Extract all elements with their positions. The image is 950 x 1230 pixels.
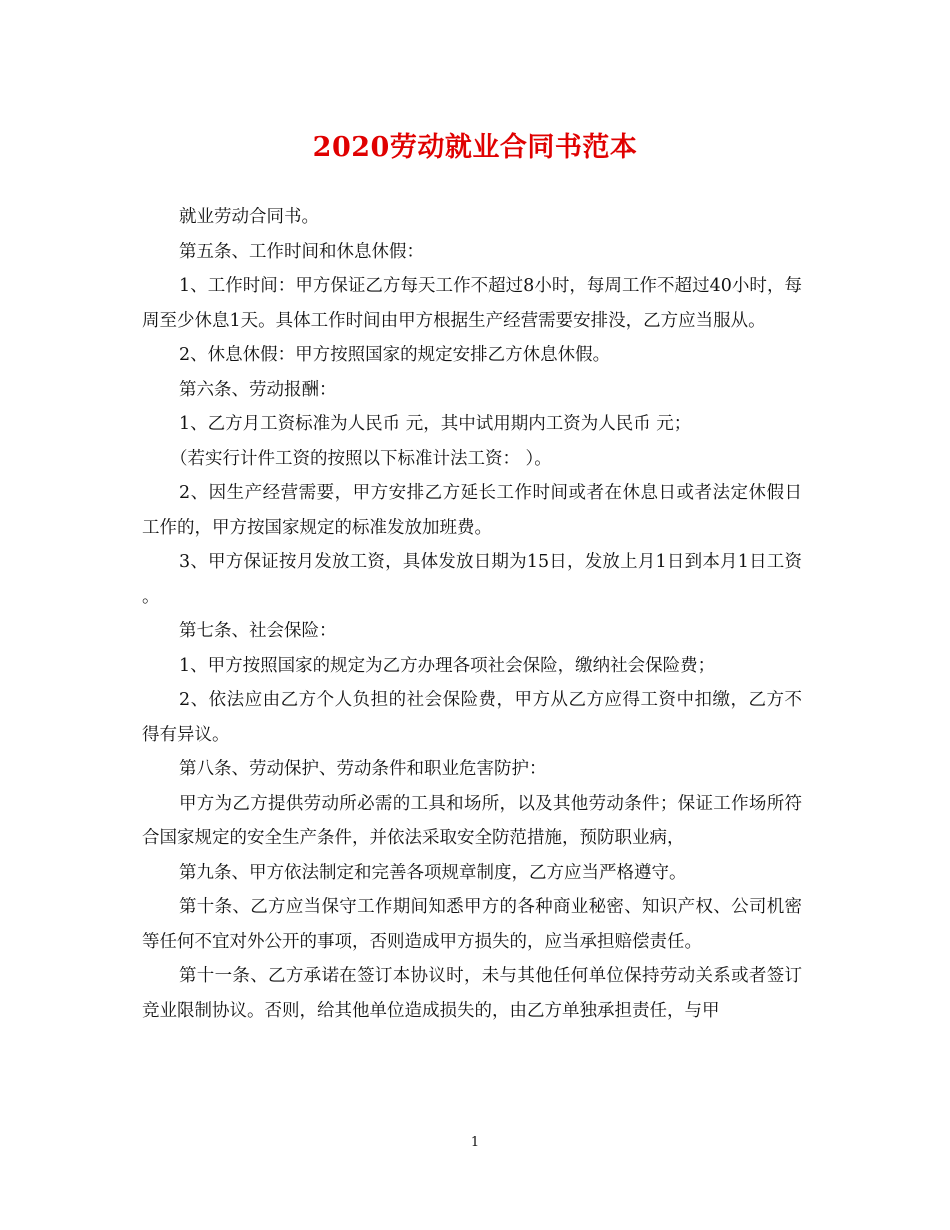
paragraph: 2、因生产经营需要，甲方安排乙方延长工作时间或者在休息日或者法定休假日工作的，甲方按国家规定的标准发放加班费。 xyxy=(142,483,802,538)
paragraph: 1、乙方月工资标准为人民币 元，其中试用期内工资为人民币 元； xyxy=(179,414,692,434)
paragraph: 1、甲方按照国家的规定为乙方办理各项社会保险，缴纳社会保险费； xyxy=(179,655,716,676)
paragraph: 2、休息休假：甲方按照国家的规定安排乙方休息休假。 xyxy=(179,345,611,365)
page-number: 1 xyxy=(470,1135,480,1150)
paragraph: 第五条、工作时间和休息休假： xyxy=(179,241,424,262)
paragraph: 第六条、劳动报酬： xyxy=(179,379,337,400)
document-body xyxy=(142,200,802,1028)
paragraph: 第十一条、乙方承诺在签订本协议时，未与其他任何单位保持劳动关系或者签订竞业限制协议。否则，给其他单位造成损失的，由乙方单独承担责任，与甲 xyxy=(142,966,802,1021)
paragraph: （若实行计件工资的按照以下标准计法工资： ）。 xyxy=(170,448,552,469)
paragraph: 第八条、劳动保护、劳动条件和职业危害防护： xyxy=(179,759,547,779)
paragraph: 第七条、社会保险： xyxy=(179,621,337,641)
paragraph: 1、工作时间：甲方保证乙方每天工作不超过8小时，每周工作不超过40小时，每周至少休息1天。具体工作时间由甲方根据生产经营需要安排没，乙方应当服从。 xyxy=(142,276,802,331)
paragraph: 第十条、乙方应当保守工作期间知悉甲方的各种商业秘密、知识产权、公司机密等任何不宜对外公开的事项，否则造成甲方损失的，应当承担赔偿责任。 xyxy=(142,897,802,952)
document-title: 2020劳动就业合同书范本 xyxy=(312,132,638,163)
paragraph: 3、甲方保证按月发放工资，具体发放日期为15日，发放上月1日到本月1日工资 。 xyxy=(142,552,802,607)
paragraph: 就业劳动合同书。 xyxy=(179,207,319,227)
paragraph: 甲方为乙方提供劳动所必需的工具和场所，以及其他劳动条件；保证工作场所符合国家规定的安全生产条件，并依法采取安全防范措施，预防职业病， xyxy=(142,793,802,848)
paragraph: 第九条、甲方依法制定和完善各项规章制度，乙方应当严格遵守。 xyxy=(179,862,687,883)
paragraph: 2、依法应由乙方个人负担的社会保险费，甲方从乙方应得工资中扣缴，乙方不得有异议。 xyxy=(142,690,802,745)
